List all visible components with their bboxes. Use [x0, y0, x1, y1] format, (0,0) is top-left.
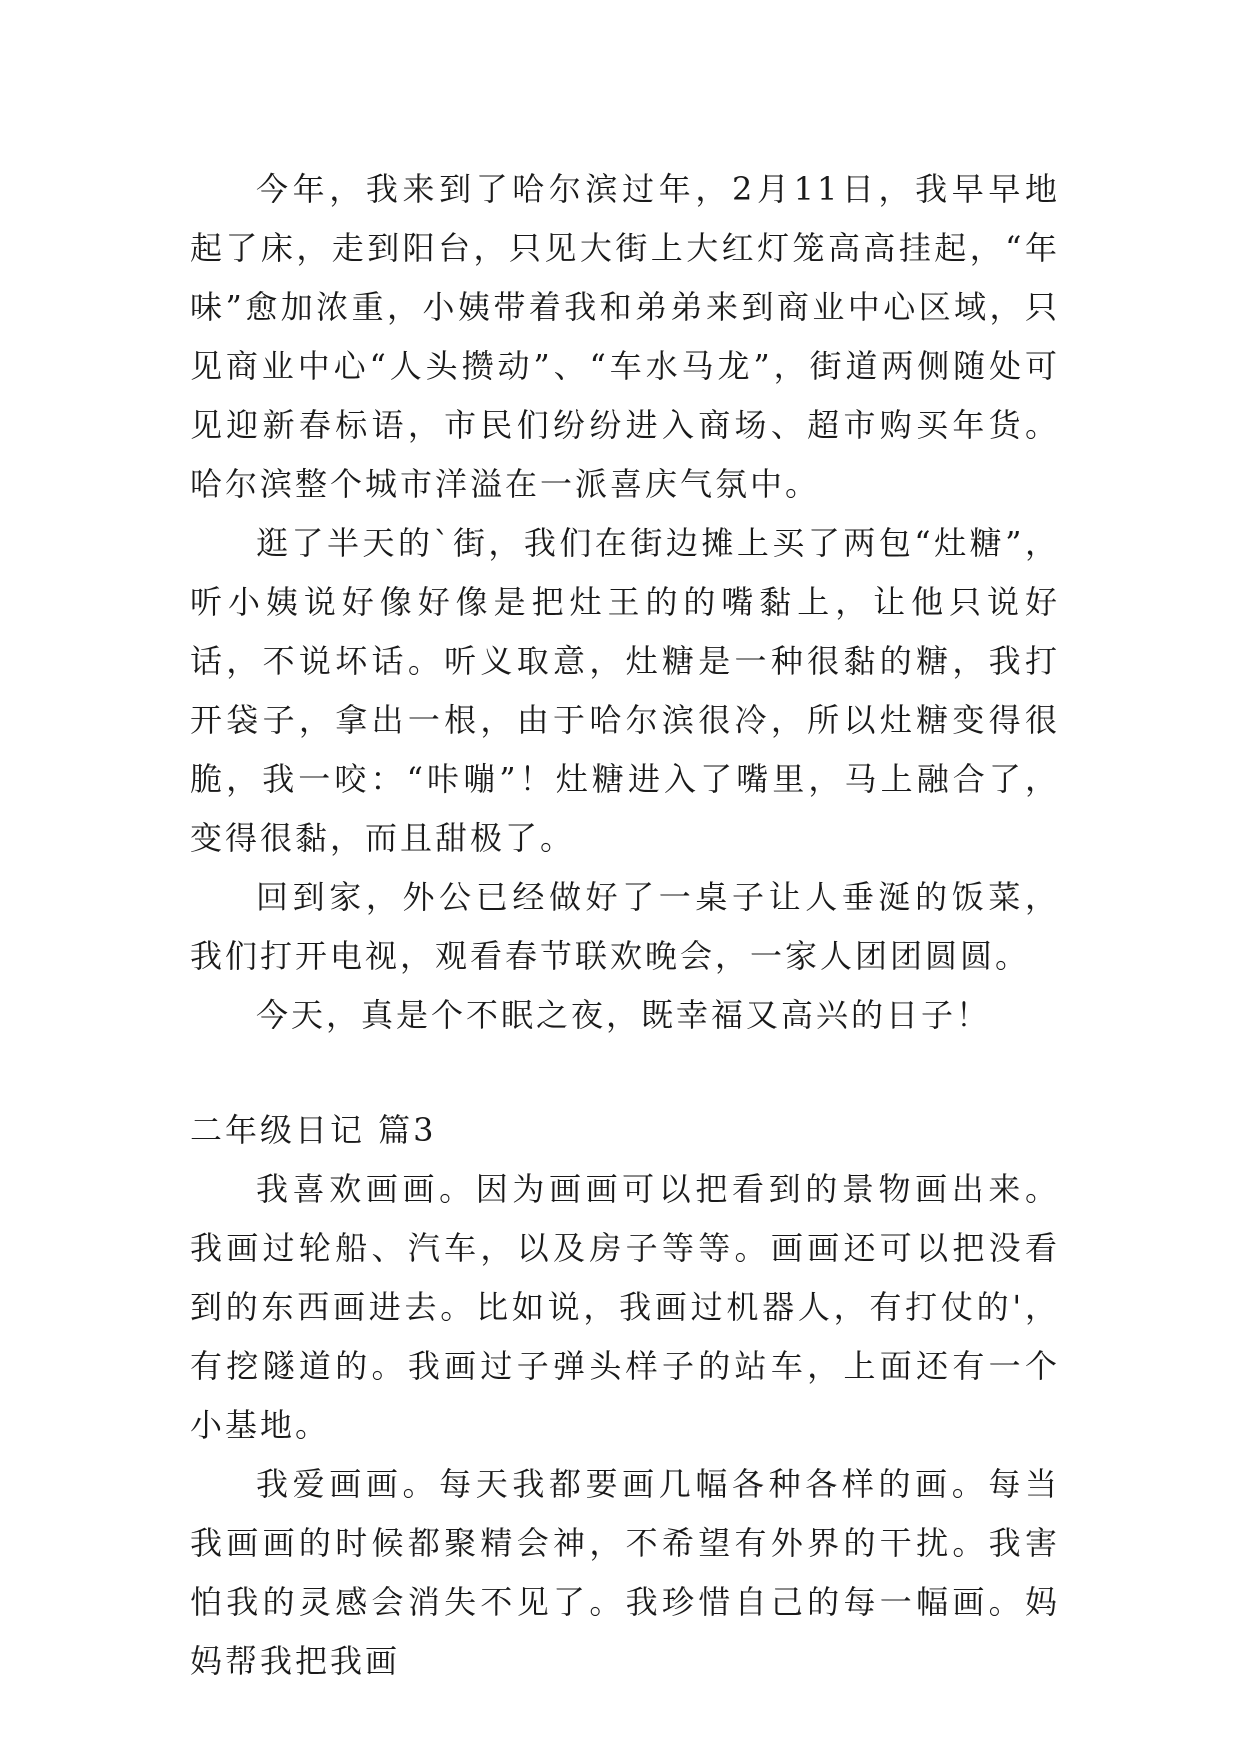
document-page: [190, 160, 1060, 1691]
paragraph-stove-candy: 逛了半天的`街，我们在街边摊上买了两包“灶糖”，听小姨说好像好像是把灶王的的嘴黏上，让他只说好话，不说坏话。听义取意，灶糖是一种很黏的糖，我打开袋子，拿出一根，由于哈尔滨很冷，所以灶糖变得很脆，我一咬：“咔嘣”！灶糖进入了嘴里，马上融合了，变得很黏，而且甜极了。: [190, 524, 1060, 857]
diary-heading: 二年级日记 篇3: [190, 1111, 437, 1149]
paragraph-love-drawing: 我爱画画。每天我都要画几幅各种各样的画。每当我画画的时候都聚精会神，不希望有外界的干扰。我害怕我的灵感会消失不见了。我珍惜自己的每一幅画。妈妈帮我把我画: [190, 1465, 1060, 1680]
paragraph-happy-day: 今天，真是个不眠之夜，既幸福又高兴的日子！: [256, 996, 992, 1034]
section-spacer: [190, 1045, 1060, 1101]
paragraph-like-drawing: 我喜欢画画。因为画画可以把看到的景物画出来。我画过轮船、汽车，以及房子等等。画画还可以把没看到的东西画进去。比如说，我画过机器人，有打仗的'，有挖隧道的。我画过子弹头样子的站车，上面还有一个小基地。: [190, 1170, 1060, 1444]
paragraph-harbin-new-year: 今年，我来到了哈尔滨过年，2月11日，我早早地起了床，走到阳台，只见大街上大红灯笼高高挂起，“年味”愈加浓重，小姨带着我和弟弟来到商业中心区域，只见商业中心“人头攒动”、“车水马龙”，街道两侧随处可见迎新春标语，市民们纷纷进入商场、超市购买年货。哈尔滨整个城市洋溢在一派喜庆气氛中。: [190, 170, 1060, 503]
paragraph-family-dinner: 回到家，外公已经做好了一桌子让人垂涎的饭菜，我们打开电视，观看春节联欢晚会，一家人团团圆圆。: [190, 878, 1060, 975]
